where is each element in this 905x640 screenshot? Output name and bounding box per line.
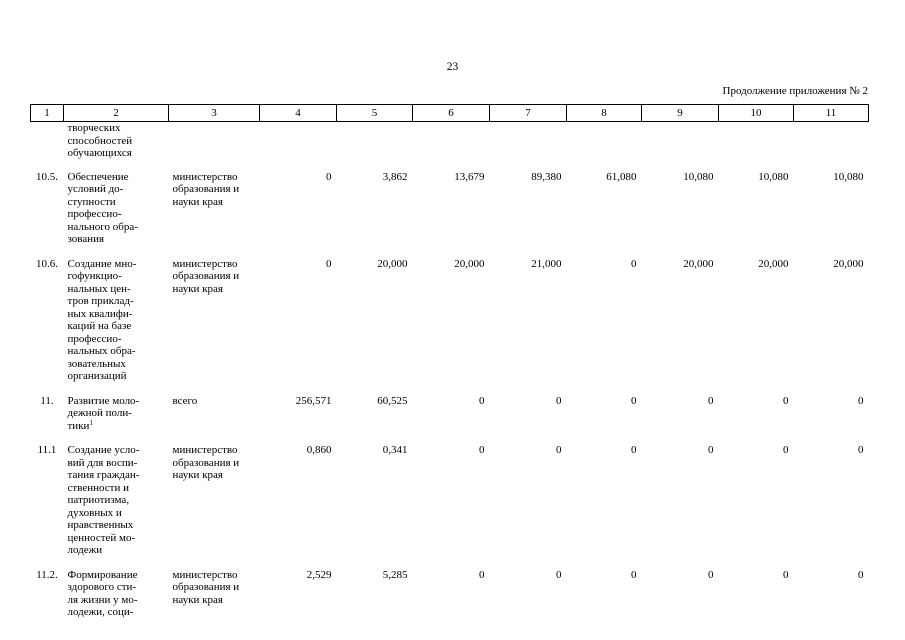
- text-line: нального обра-: [67, 220, 138, 233]
- column-header: 6: [413, 105, 490, 122]
- activity-name: [64, 389, 169, 439]
- value-cell: 0: [631, 257, 637, 270]
- table-row: [31, 252, 869, 389]
- value-cell: 0: [858, 394, 864, 407]
- text-line: духовных и: [67, 506, 122, 519]
- text-line: науки края: [172, 282, 223, 295]
- value-cell: 0: [708, 444, 714, 456]
- column-header: 10: [719, 105, 794, 122]
- text-line: тания граждан-: [67, 469, 140, 481]
- column-header: 5: [337, 105, 413, 122]
- activity-name: [64, 438, 169, 563]
- text-line: ных квалифи-: [67, 307, 133, 320]
- value-cell: 20,000: [683, 257, 714, 270]
- value-cell: 13,679: [454, 170, 485, 183]
- text-line: науки края: [172, 593, 223, 606]
- value-cell: 10,080: [758, 170, 789, 183]
- activity-name: [64, 563, 169, 625]
- text-line: Создание усло-: [67, 444, 140, 456]
- value-cell: 0: [479, 568, 485, 581]
- value-cell: 0,860: [306, 444, 332, 456]
- text-line: нравственных: [67, 519, 134, 531]
- column-header: 4: [260, 105, 337, 122]
- text-line: организаций: [67, 370, 127, 382]
- row-code: 10.5.: [36, 170, 58, 183]
- value-cell: 0: [479, 444, 485, 456]
- table-row: [31, 438, 869, 563]
- value-cell: 256,571: [295, 394, 332, 407]
- text-line: зовательных: [67, 357, 126, 370]
- value-cell: 10,080: [833, 170, 864, 183]
- value-cell: 3,862: [382, 170, 408, 183]
- text-line: нальных цен-: [67, 282, 131, 295]
- text-line: образования и: [172, 581, 240, 593]
- value-cell: 0: [783, 444, 789, 456]
- table-row: [31, 389, 869, 439]
- text-line: профессио-: [67, 332, 122, 345]
- text-line: ступности: [67, 195, 116, 208]
- text-line: способностей: [67, 134, 133, 147]
- executor: [169, 438, 260, 563]
- value-cell: 0: [479, 394, 485, 407]
- text-line: науки края: [172, 195, 223, 208]
- value-cell: 0: [631, 444, 637, 456]
- program-table: [30, 104, 869, 625]
- column-header: 2: [64, 105, 169, 122]
- value-cell: 5,285: [382, 568, 408, 581]
- value-cell: 10,080: [683, 170, 714, 183]
- value-cell: 0: [858, 444, 864, 456]
- text-line: гофункцио-: [67, 270, 122, 282]
- value-cell: 20,000: [377, 257, 408, 270]
- value-cell: 0: [783, 394, 789, 407]
- column-header: 11: [794, 105, 869, 122]
- text-line: науки края: [172, 469, 223, 481]
- text-line: условий до-: [67, 183, 124, 195]
- footnote-marker: 1: [89, 418, 93, 427]
- text-line: образования и: [172, 456, 240, 469]
- text-line: лодежи, соци-: [67, 606, 134, 618]
- text-line: министерство: [172, 170, 238, 183]
- text-line: Развитие моло-: [67, 394, 140, 407]
- text-line: министерство: [172, 444, 238, 456]
- text-line: каций на базе: [67, 320, 132, 332]
- value-cell: 0: [326, 257, 332, 270]
- row-code: 11.: [40, 394, 54, 407]
- value-cell: 0: [708, 394, 714, 407]
- text-line: Формирование: [67, 568, 138, 581]
- text-line: образования и: [172, 183, 240, 195]
- text-line: Создание мно-: [67, 257, 137, 270]
- continuation-caption: Продолжение приложения № 2: [722, 85, 868, 97]
- value-cell: 61,080: [606, 170, 637, 183]
- text-line: патриотизма,: [67, 494, 130, 506]
- text-line: творческих: [67, 122, 121, 134]
- text-line: всего: [172, 394, 198, 407]
- value-cell: 20,000: [758, 257, 789, 270]
- text-line: нальных обра-: [67, 345, 136, 357]
- activity-name: [64, 252, 169, 389]
- text-line: тики: [67, 419, 90, 432]
- executor: [169, 252, 260, 389]
- row-code: 11.1: [37, 444, 57, 456]
- value-cell: 21,000: [531, 257, 562, 270]
- continued-row: [31, 122, 869, 165]
- value-cell: 0: [631, 394, 637, 407]
- column-header: 8: [567, 105, 642, 122]
- value-cell: 0: [556, 444, 562, 456]
- text-line: ценностей мо-: [67, 531, 136, 544]
- header-row: [31, 105, 869, 122]
- continued-name-cell: [64, 122, 169, 165]
- text-line: образования и: [172, 270, 240, 282]
- value-cell: 89,380: [531, 170, 562, 183]
- executor: [169, 563, 260, 625]
- text-line: зования: [67, 233, 105, 245]
- table-row: [31, 165, 869, 252]
- value-cell: 0: [631, 568, 637, 581]
- text-line: обучающихся: [67, 147, 132, 159]
- value-cell: 0: [556, 568, 562, 581]
- text-line: ля жизни у мо-: [67, 593, 138, 606]
- text-line: тров приклад-: [67, 295, 134, 307]
- text-line: ственности и: [67, 481, 129, 494]
- column-header: 9: [642, 105, 719, 122]
- row-code: 11.2.: [36, 568, 58, 581]
- text-line: министерство: [172, 257, 238, 270]
- value-cell: 0: [556, 394, 562, 407]
- value-cell: 0,341: [382, 444, 408, 456]
- text-line: лодежи: [67, 544, 103, 556]
- table-row: [31, 563, 869, 625]
- page-number: 23: [446, 61, 459, 73]
- value-cell: 2,529: [306, 568, 332, 581]
- value-cell: 20,000: [454, 257, 485, 270]
- text-line: вий для воспи-: [67, 456, 138, 469]
- text-line: дежной поли-: [67, 407, 132, 419]
- executor: [169, 165, 260, 252]
- value-cell: 0: [783, 568, 789, 581]
- column-header: 1: [31, 105, 64, 122]
- value-cell: 20,000: [833, 257, 864, 270]
- text-line: здорового сти-: [67, 581, 137, 593]
- value-cell: 0: [708, 568, 714, 581]
- text-line: министерство: [172, 568, 238, 581]
- text-line: Обеспечение: [67, 170, 129, 183]
- activity-name: [64, 165, 169, 252]
- executor: [169, 389, 260, 439]
- value-cell: 0: [858, 568, 864, 581]
- text-line: профессио-: [67, 208, 122, 220]
- row-code: 10.6.: [36, 257, 58, 270]
- value-cell: 60,525: [377, 394, 408, 407]
- column-header: 3: [169, 105, 260, 122]
- value-cell: 0: [326, 170, 332, 183]
- column-header: 7: [490, 105, 567, 122]
